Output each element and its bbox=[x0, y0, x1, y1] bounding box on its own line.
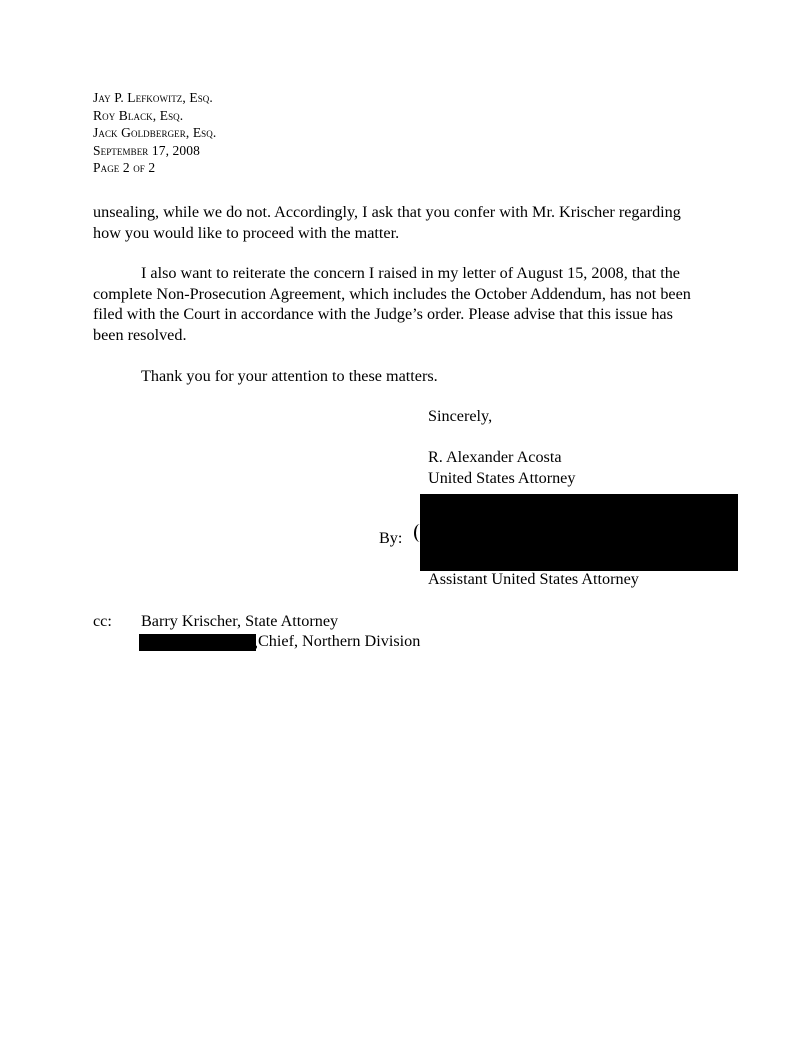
body-paragraph-3 bbox=[93, 366, 718, 387]
signature-redaction-block bbox=[420, 494, 738, 571]
paragraph-line: unsealing, while we do not. Accordingly, I ask that you confer with Mr. Krischer regarding bbox=[93, 203, 681, 221]
paragraph-line: I also want to reiterate the concern I raised in my letter of August 15, 2008, that the bbox=[141, 264, 680, 282]
cc-name-redaction-block bbox=[139, 633, 259, 651]
cc-comma: , bbox=[254, 633, 259, 651]
body-paragraph-2 bbox=[93, 263, 718, 345]
header-date: September 17, 2008 bbox=[93, 142, 200, 158]
header-recipient-2: Roy Black, Esq. bbox=[93, 107, 184, 123]
paragraph-line: how you would like to proceed with the matter. bbox=[93, 223, 400, 242]
signature-name: R. Alexander Acosta bbox=[428, 448, 562, 466]
signature-title: United States Attorney bbox=[428, 469, 576, 487]
letter-header bbox=[93, 89, 216, 177]
paragraph-line: filed with the Court in accordance with the Judge’s order. Please advise that this issue has bbox=[93, 305, 673, 323]
header-page-number: Page 2 of 2 bbox=[93, 160, 156, 175]
paragraph-line: Thank you for your attention to these matters. bbox=[141, 367, 438, 385]
by-label: By: bbox=[379, 529, 403, 547]
header-recipient-3: Jack Goldberger, Esq. bbox=[93, 125, 217, 140]
cc-recipient-2-title: Chief, Northern Division bbox=[258, 632, 421, 650]
signature-role: Assistant United States Attorney bbox=[428, 570, 639, 588]
paragraph-line: been resolved. bbox=[93, 325, 187, 344]
header-recipient-1: Jay P. Lefkowitz, Esq. bbox=[93, 90, 213, 105]
body-paragraph-1 bbox=[93, 202, 718, 243]
cc-label: cc: bbox=[93, 612, 112, 630]
cc-recipient-1: Barry Krischer, State Attorney bbox=[141, 612, 339, 630]
paragraph-line: complete Non-Prosecution Agreement, which includes the October Addendum, has not been bbox=[93, 284, 691, 303]
signature-closing: Sincerely, bbox=[428, 407, 493, 425]
